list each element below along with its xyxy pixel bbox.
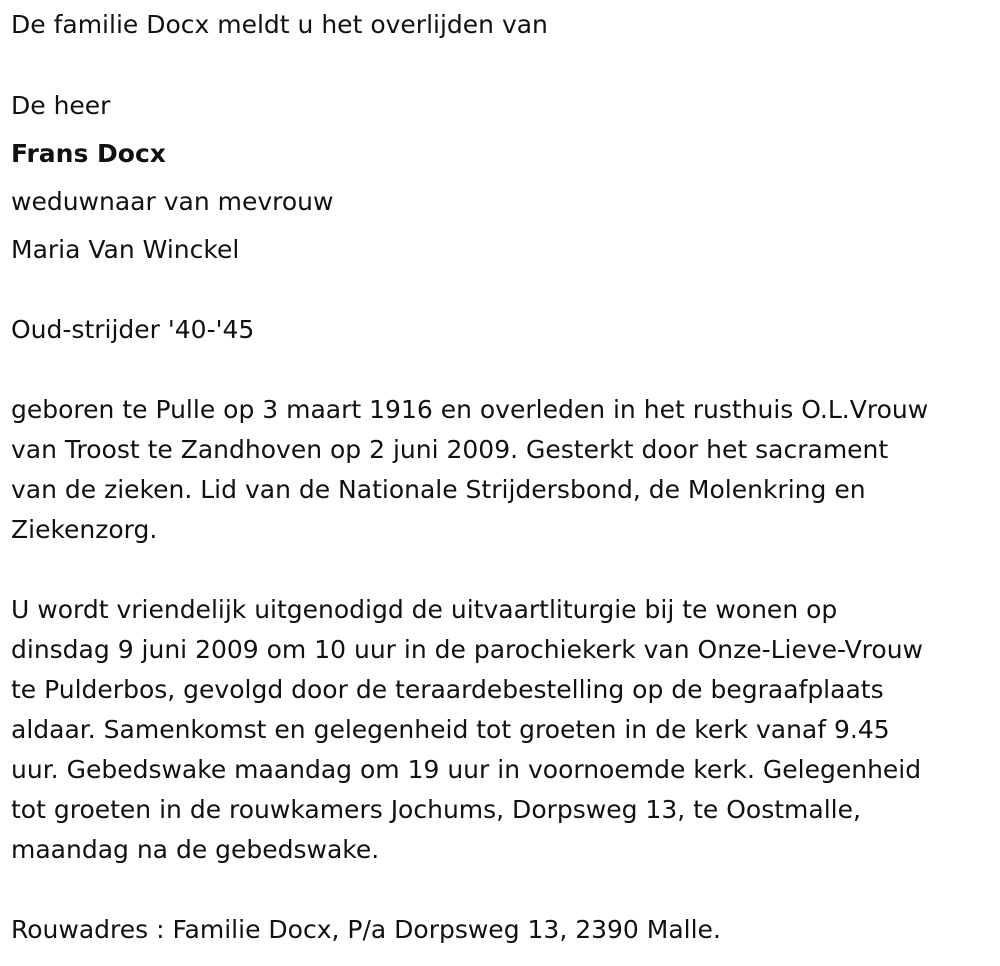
funeral-line: dinsdag 9 juni 2009 om 10 uur in de parochiekerk van Onze-Lieve-Vrouw bbox=[11, 635, 923, 664]
funeral-line: tot groeten in de rouwkamers Jochums, Dorpsweg 13, te Oostmalle, bbox=[11, 795, 861, 824]
funeral-line: uur. Gebedswake maandag om 19 uur in voornoemde kerk. Gelegenheid bbox=[11, 755, 922, 784]
veteran-title: Oud-strijder '40-'45 bbox=[11, 315, 255, 344]
biography-line: van Troost te Zandhoven op 2 juni 2009. Gesterkt door het sacrament bbox=[11, 435, 889, 464]
funeral-line: aldaar. Samenkomst en gelegenheid tot groeten in de kerk vanaf 9.45 bbox=[11, 715, 890, 744]
salutation: De heer bbox=[11, 91, 111, 120]
funeral-line: te Pulderbos, gevolgd door de teraardebestelling op de begraafplaats bbox=[11, 675, 884, 704]
intro-text: De familie Docx meldt u het overlijden van bbox=[11, 10, 548, 39]
biography-line: Ziekenzorg. bbox=[11, 515, 158, 544]
biography-paragraph bbox=[11, 390, 996, 550]
mourning-address: Rouwadres : Familie Docx, P/a Dorpsweg 13, 2390 Malle. bbox=[11, 915, 721, 944]
spouse-prefix: weduwnaar van mevrouw bbox=[11, 187, 334, 216]
funeral-line: maandag na de gebedswake. bbox=[11, 835, 380, 864]
biography-line: geboren te Pulle op 3 maart 1916 en overleden in het rusthuis O.L.Vrouw bbox=[11, 395, 929, 424]
funeral-line: U wordt vriendelijk uitgenodigd de uitvaartliturgie bij te wonen op bbox=[11, 595, 838, 624]
deceased-name: Frans Docx bbox=[11, 139, 166, 168]
biography-line: van de zieken. Lid van de Nationale Strijdersbond, de Molenkring en bbox=[11, 475, 866, 504]
spouse-name: Maria Van Winckel bbox=[11, 235, 240, 264]
funeral-paragraph bbox=[11, 590, 996, 870]
